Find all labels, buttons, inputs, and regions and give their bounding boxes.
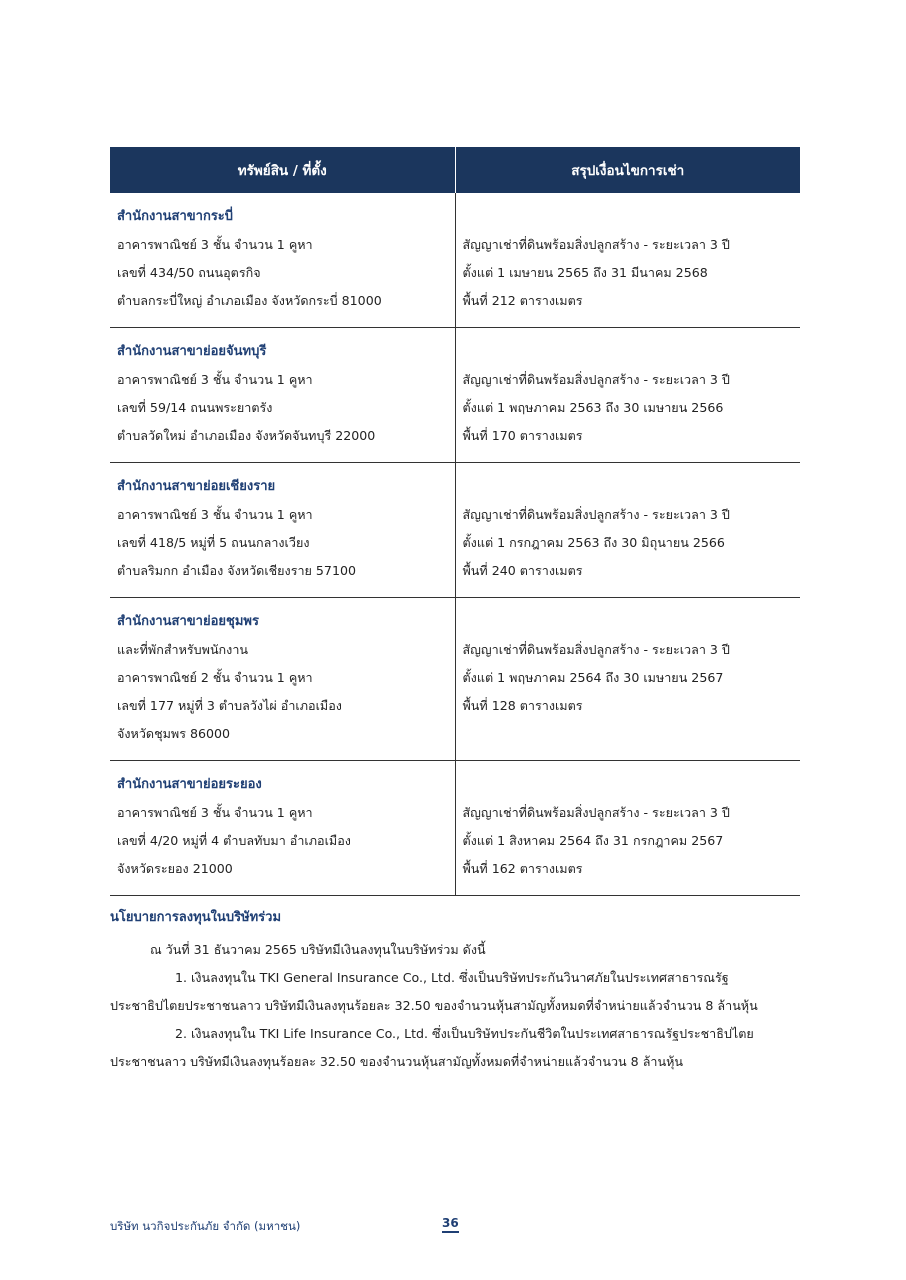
location-line: ตำบลวัดใหม่ อำเภอเมือง จังหวัดจันทบุรี 22000 — [117, 428, 376, 443]
location-line: และที่พักสำหรับพนักงาน — [117, 642, 249, 657]
terms-line: พื้นที่ 170 ตารางเมตร — [462, 428, 583, 443]
branch-name: สำนักงานสาขาย่อยเชียงราย — [117, 479, 276, 494]
investment-intro: ณ วันที่ 31 ธันวาคม 2565 บริษัทมีเงินลงทุนในบริษัทร่วม ดังนี้ — [150, 942, 486, 957]
location-line: เลขที่ 418/5 หมู่ที่ 5 ถนนกลางเวียง — [117, 535, 310, 550]
location-line: อาคารพาณิชย์ 3 ชั้น จำนวน 1 คูหา — [117, 372, 313, 387]
terms-line: พื้นที่ 240 ตารางเมตร — [462, 563, 583, 578]
location-line: ตำบลกระบี่ใหญ่ อำเภอเมือง จังหวัดกระบี่ 81000 — [117, 293, 382, 308]
table-row — [110, 328, 800, 463]
location-cell — [110, 328, 455, 463]
table-row — [110, 463, 800, 598]
table-header-row — [110, 147, 800, 193]
branch-name: สำนักงานสาขาย่อยชุมพร — [117, 614, 259, 629]
investment-item-1: 1. เงินลงทุนใน TKI General Insurance Co., Ltd. ซึ่งเป็นบริษัทประกันวินาศภัยในประเทศสาธารณรัฐประชาธิปไตยประชาชนลาว บริษัทมีเงินลงทุนร้อยละ 32.50 ของจำนวนหุ้นสามัญทั้งหมดที่จำหน่ายแล้วจำนวน 8 ล้านหุ้น — [110, 970, 758, 1013]
location-cell — [110, 463, 455, 598]
terms-cell — [455, 761, 800, 896]
terms-line: พื้นที่ 128 ตารางเมตร — [462, 698, 583, 713]
lease-table — [110, 147, 800, 896]
terms-cell — [455, 598, 800, 761]
location-line: จังหวัดระยอง 21000 — [117, 861, 233, 876]
table-row — [110, 598, 800, 761]
location-line: เลขที่ 4/20 หมู่ที่ 4 ตำบลทับมา อำเภอเมือง — [117, 833, 351, 848]
investment-section-title: นโยบายการลงทุนในบริษัทร่วม — [110, 910, 282, 925]
branch-name: สำนักงานสาขาย่อยจันทบุรี — [117, 344, 267, 359]
terms-cell — [455, 193, 800, 328]
terms-cell — [455, 328, 800, 463]
terms-line: ตั้งแต่ 1 กรกฎาคม 2563 ถึง 30 มิถุนายน 2566 — [462, 535, 725, 550]
table-row — [110, 761, 800, 896]
location-line: จังหวัดชุมพร 86000 — [117, 726, 231, 741]
location-line: อาคารพาณิชย์ 3 ชั้น จำนวน 1 คูหา — [117, 805, 313, 820]
investment-item-2: 2. เงินลงทุนใน TKI Life Insurance Co., Ltd. ซึ่งเป็นบริษัทประกันชีวิตในประเทศสาธารณรัฐประชาธิปไตยประชาชนลาว บริษัทมีเงินลงทุนร้อยละ 32.50 ของจำนวนหุ้นสามัญทั้งหมดที่จำหน่ายแล้วจำนวน 8 ล้านหุ้น — [110, 1026, 754, 1069]
terms-line: ตั้งแต่ 1 สิงหาคม 2564 ถึง 31 กรกฎาคม 2567 — [462, 833, 724, 848]
branch-name: สำนักงานสาขากระบี่ — [117, 209, 234, 224]
footer-company-name: บริษัท นวกิจประกันภัย จำกัด (มหาชน) — [110, 1219, 301, 1233]
location-line: อาคารพาณิชย์ 3 ชั้น จำนวน 1 คูหา — [117, 507, 313, 522]
terms-line: สัญญาเช่าที่ดินพร้อมสิ่งปลูกสร้าง - ระยะเวลา 3 ปี — [462, 372, 730, 387]
location-cell — [110, 598, 455, 761]
branch-name: สำนักงานสาขาย่อยระยอง — [117, 777, 262, 792]
location-line: ตำบลริมกก อำเมือง จังหวัดเชียงราย 57100 — [117, 563, 356, 578]
terms-line: พื้นที่ 162 ตารางเมตร — [462, 861, 583, 876]
location-line: เลขที่ 59/14 ถนนพระยาตรัง — [117, 400, 273, 415]
terms-line: สัญญาเช่าที่ดินพร้อมสิ่งปลูกสร้าง - ระยะเวลา 3 ปี — [462, 507, 730, 522]
table-row — [110, 193, 800, 328]
terms-line: ตั้งแต่ 1 เมษายน 2565 ถึง 31 มีนาคม 2568 — [462, 265, 708, 280]
location-line: เลขที่ 177 หมู่ที่ 3 ตำบลวังไผ่ อำเภอเมือง — [117, 698, 342, 713]
location-line: อาคารพาณิชย์ 3 ชั้น จำนวน 1 คูหา — [117, 237, 313, 252]
location-line: อาคารพาณิชย์ 2 ชั้น จำนวน 1 คูหา — [117, 670, 313, 685]
terms-cell — [455, 463, 800, 598]
terms-line: ตั้งแต่ 1 พฤษภาคม 2563 ถึง 30 เมษายน 2566 — [462, 400, 724, 415]
location-cell — [110, 761, 455, 896]
page-number: 36 — [442, 1216, 459, 1233]
header-lease-terms: สรุปเงื่อนไขการเช่า — [455, 147, 800, 193]
terms-line: ตั้งแต่ 1 พฤษภาคม 2564 ถึง 30 เมษายน 2567 — [462, 670, 724, 685]
header-asset-location: ทรัพย์สิน / ที่ตั้ง — [110, 147, 455, 193]
terms-line: สัญญาเช่าที่ดินพร้อมสิ่งปลูกสร้าง - ระยะเวลา 3 ปี — [462, 805, 730, 820]
location-line: เลขที่ 434/50 ถนนอุตรกิจ — [117, 265, 261, 280]
location-cell — [110, 193, 455, 328]
terms-line: สัญญาเช่าที่ดินพร้อมสิ่งปลูกสร้าง - ระยะเวลา 3 ปี — [462, 237, 730, 252]
terms-line: สัญญาเช่าที่ดินพร้อมสิ่งปลูกสร้าง - ระยะเวลา 3 ปี — [462, 642, 730, 657]
terms-line: พื้นที่ 212 ตารางเมตร — [462, 293, 583, 308]
